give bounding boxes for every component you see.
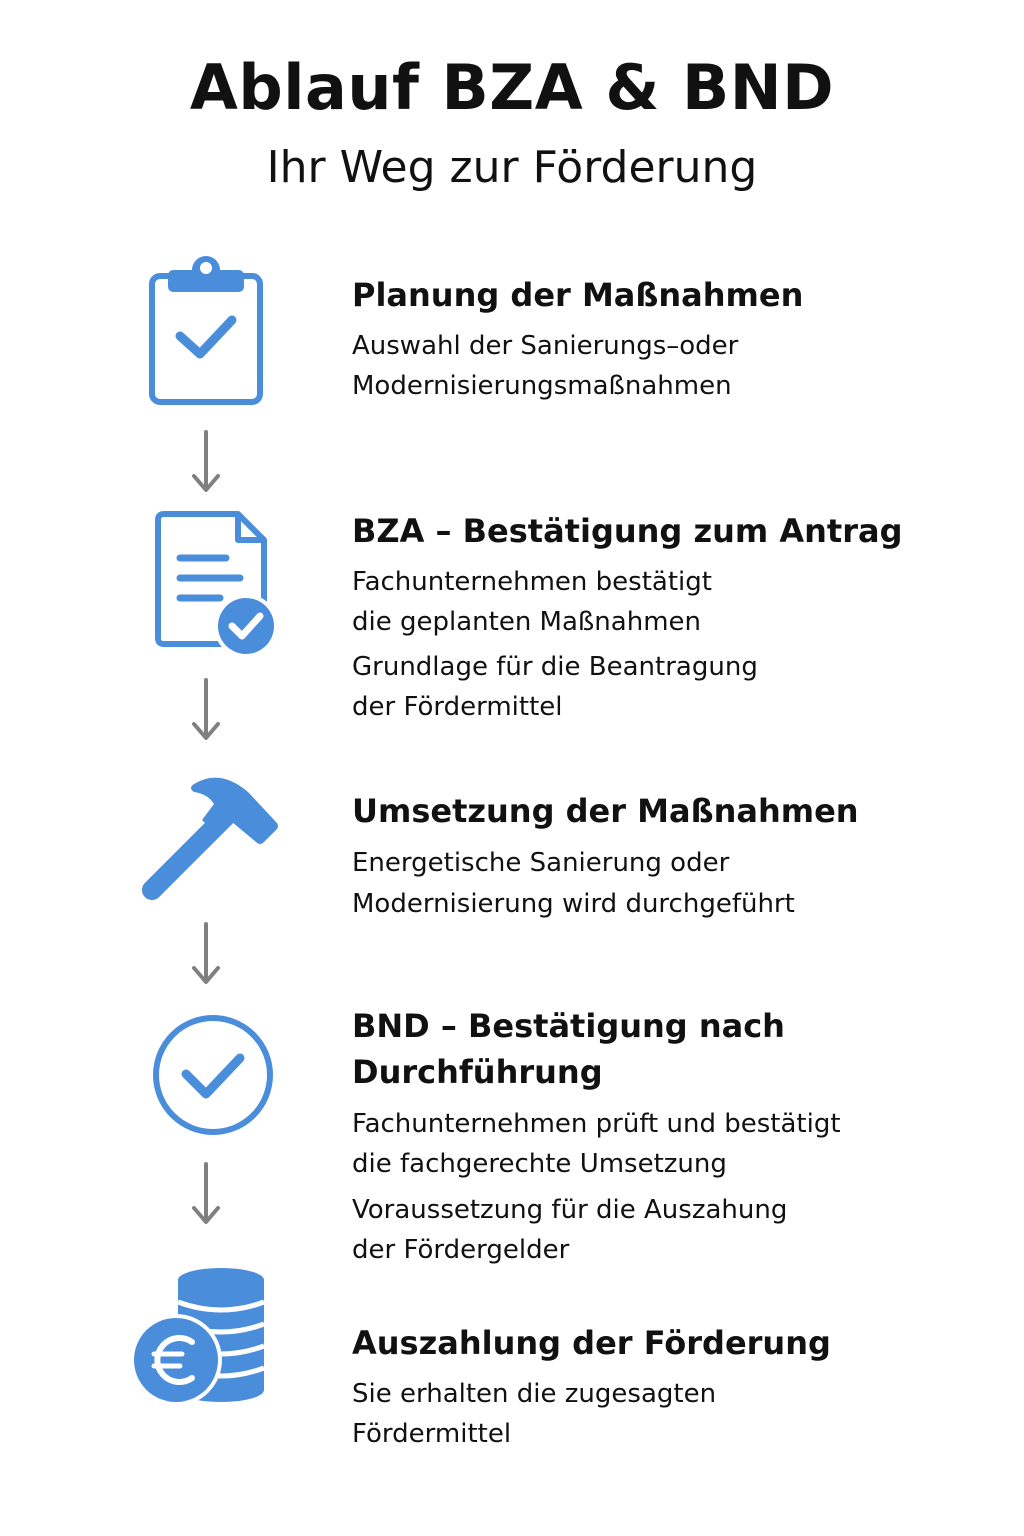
step-3-line-1: Energetische Sanierung oder (352, 848, 730, 878)
step-5-line-1: Sie erhalten die zugesagten (352, 1379, 717, 1409)
arrow-down-icon (190, 678, 222, 742)
step-4-line-2: die fachgerechte Umsetzung (352, 1149, 727, 1179)
step-4-line-1: Fachunternehmen prüft und bestätigt (352, 1109, 841, 1139)
document-check-icon (150, 508, 282, 658)
step-3-line-2: Modernisierung wird durchgeführt (352, 889, 795, 919)
step-2-line-4: der Fördermittel (352, 692, 563, 722)
clipboard-check-icon (140, 250, 272, 412)
step-1-line-1: Auswahl der Sanierungs–oder (352, 331, 739, 361)
step-2-line-3: Grundlage für die Beantragung (352, 652, 758, 682)
arrow-down-icon (190, 922, 222, 986)
euro-coins-icon (130, 1262, 270, 1406)
step-2-line-2: die geplanten Maßnahmen (352, 607, 701, 637)
page-title: Ablauf BZA & BND (189, 51, 835, 124)
circle-check-icon (150, 1012, 276, 1138)
step-5-title: Auszahlung der Förderung (352, 1324, 831, 1362)
step-5-line-2: Fördermittel (352, 1419, 512, 1449)
arrow-down-icon (190, 430, 222, 494)
page-subtitle: Ihr Weg zur Förderung (266, 142, 758, 193)
step-1-line-2: Modernisierungsmaßnahmen (352, 371, 732, 401)
step-4-line-4: der Fördergelder (352, 1235, 570, 1265)
hammer-icon (138, 764, 284, 908)
step-4-title-line-2: Durchführung (352, 1053, 603, 1091)
step-4-line-3: Voraussetzung für die Auszahung (352, 1195, 788, 1225)
step-2-line-1: Fachunternehmen bestätigt (352, 567, 712, 597)
step-1-title: Planung der Maßnahmen (352, 276, 804, 314)
step-3-title: Umsetzung der Maßnahmen (352, 792, 859, 830)
arrow-down-icon (190, 1162, 222, 1226)
step-4-title-line-1: BND – Bestätigung nach (352, 1007, 785, 1045)
step-2-title: BZA – Bestätigung zum Antrag (352, 512, 903, 550)
